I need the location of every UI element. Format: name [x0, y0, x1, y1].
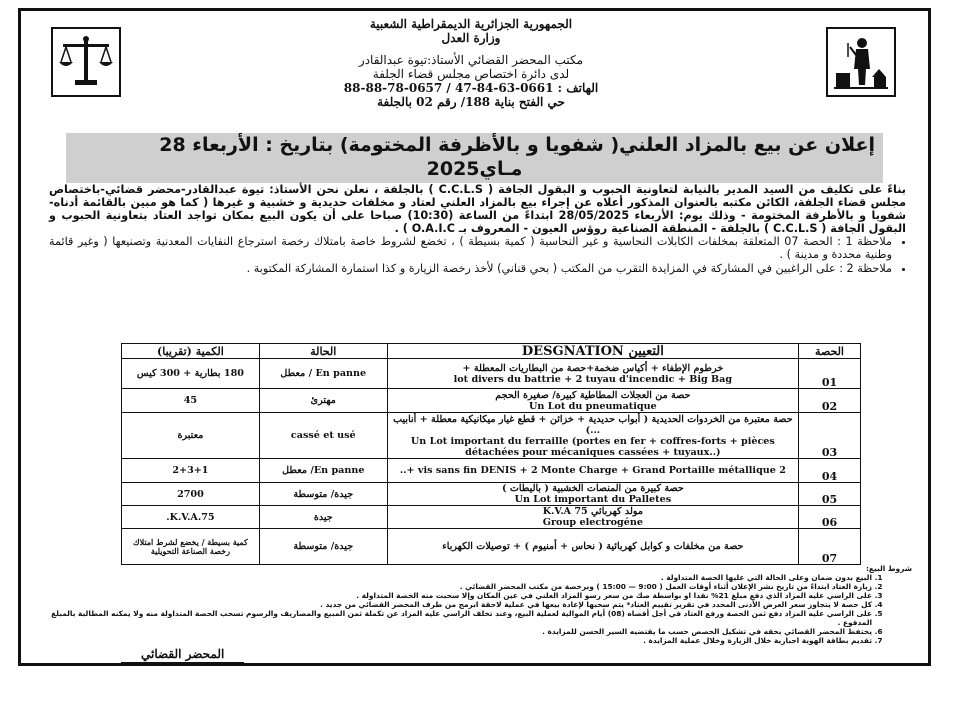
designation-fr: Un Lot important du Palletes: [514, 494, 672, 505]
jurisdiction: لدى دائرة اختصاص مجلس قضاء الجلفة: [372, 67, 570, 81]
conditions-heading: شروط البيع:: [865, 564, 912, 573]
lot-designation: [387, 459, 798, 483]
table-row: [122, 413, 861, 459]
lot-number: 04: [799, 459, 861, 483]
notes-list: [49, 235, 906, 274]
lot-designation: [387, 389, 798, 413]
lot-state: جيدة: [259, 506, 387, 529]
lot-designation: [387, 483, 798, 506]
designation-ar: حصة من العجلات المطاطية كبيرة/ صغيرة الحجم: [495, 389, 691, 401]
designation-fr: Un Lot important du ferraille (portes en fer + coffres-forts + pièces détachées pour mécaniques cassées + tuyaux..): [410, 435, 775, 458]
header-quantity: الكمية (تقريبا): [122, 344, 260, 359]
lot-state: En panne/ معطل: [259, 459, 387, 483]
lot-quantity: 2700: [122, 483, 260, 506]
bailiff-signature: المحضر القضائي: [121, 647, 244, 663]
lot-designation: [387, 413, 798, 459]
lot-state: cassé et usé: [259, 413, 387, 459]
lot-number: 05: [799, 483, 861, 506]
title-line-2: مـاي2025: [426, 158, 523, 180]
lot-quantity: 2+3+1: [122, 459, 260, 483]
justice-scales-logo: [51, 27, 121, 97]
lot-state: مهترئ: [259, 389, 387, 413]
header-designation: التعيين DESGNATION: [387, 344, 798, 359]
announcement-frame: [18, 8, 931, 666]
title-line-1: إعلان عن بيع بالمزاد العلني( شفويا و بالأظرفة المختومة) بتاريخ : الأربعاء 28: [159, 134, 875, 156]
intro-paragraph: بناءً على تكليف من السيد المدير بالنيابة لتعاونية الحبوب و البقول الجافة ( C.C.L.S ) بالجلفة ، نعلن نحن الأستاذ: تيوة عبدالقادر-محضر قضائي-باختصاص مجلس قضاء الجلفة، الكائن مكتبه بالعنوان المذكور أعلاه عن إجراء بيع بالمزاد العلني لعتاد و مخلفات حديدية و خشبية و غيرها ( كما هو مبين بالقائمة أدناه- شفويا و بالأظرفة المختومة - وذلك يوم: الأربعاء 28/05/2025 ابتداءً من الساعة (10:30) صباحا على أن يكون البيع بمكان تواجد العتاد بتعاونية الحبوب و البقول الجافة ( C.C.L.S ) بالجلفة - المنطقة الصناعية روؤس العيون - المعروف بـ O.A.I.C ) .: [49, 183, 906, 236]
condition-item: 3. على الراسي عليه المزاد الذي دفع مبلغ 21% نقدا او بواسطة صك من سعر رسو المزاد العلني في عين المكان وإلا سحبت منه الحصة المتداولة .: [51, 591, 872, 600]
table-row: [122, 529, 861, 565]
designation-ar: حصة من مخلفات و كوابل كهربائية ( نحاس + أمنيوم ) + توصيلات الكهرباء: [442, 541, 744, 552]
lot-state: En panne / معطل: [259, 359, 387, 389]
lot-number: 02: [799, 389, 861, 413]
header-state: الحالة: [259, 344, 387, 359]
lot-quantity: معتبرة: [122, 413, 260, 459]
condition-item: 1. البيع بدون ضمان وعلى الحالة التي عليها الحصة المتداولة .: [51, 573, 872, 582]
designation-ar: حصة كبيرة من المنصات الخشبية ( باليطات ): [501, 483, 684, 494]
lot-quantity: 45: [122, 389, 260, 413]
lot-number: 01: [799, 359, 861, 389]
sale-conditions: [51, 564, 912, 645]
scales-icon: [57, 34, 115, 90]
condition-item: 6. يحتفظ المحضر القضائي بحقه في تشكيل الحصص حسب ما يقتضيه السير الحسن للمزايدة .: [51, 627, 872, 636]
designation-ar: مولد كهربائي 75 K.V.A: [542, 506, 643, 517]
announcement-body: [49, 183, 906, 275]
designation-ar: حصة معتبرة من الخردوات الحديدية ( أبواب حديدية + خزائن + قطع غيار ميكانيكية معطلة + أنابيب ...): [393, 413, 793, 436]
note-1: • ملاحظة 1 : الحصة 07 المتعلقة بمخلفات الكابلات النحاسية و غير النحاسية ( كمية بسيطة ) ، تخضع لشروط خاصة بامتلاك رخصة استرجاع النفايات المعدنية وتصنيعها ( وغير قائمة وطنية محددة و مدينة ) .: [49, 235, 892, 261]
table-row: [122, 506, 861, 529]
bailiff-figure-icon: [832, 33, 890, 91]
table-row: [122, 483, 861, 506]
condition-item: 4. كل حصة لا يتجاوز سعر العرض الأدنى المحدد في تقرير تقييم العتاد* يتم سحبها لإعادة بيعها في عملية لاحقة ابرمج من طرف المحضر القضائي من جديد .: [51, 600, 872, 609]
designation-fr: lot divers du battrie + 2 tuyau d'incendic + Big Bag: [453, 373, 733, 385]
lot-number: 07: [799, 529, 861, 565]
lot-quantity: 75.K.V.A.: [122, 506, 260, 529]
lot-number: 03: [799, 413, 861, 459]
lots-table: [121, 343, 861, 565]
phone-numbers: الهاتف : 0661-63-84-47 / 0657-78-88-88: [343, 81, 599, 95]
designation-fr: 2 vis sans fin DENIS + 2 Monte Charge + Grand Portaille métallique +..: [399, 465, 786, 476]
table-row: [122, 359, 861, 389]
table-row: [122, 389, 861, 413]
condition-item: 5. على الراسي عليه المزاد دفع ثمن الحصة ورفع العتاد في أجل أقصاه (08) أيام الموالية لعملية البيع، وعند تخلف الراسي عليه المزاد عن تكملة ثمن المبيع والمصاريف والرسوم تسحب الحصة المتداولة منه ولا يمكنه المطالبة بالمبلغ المدفوع .: [51, 609, 872, 627]
condition-item: 7. تقديم بطاقة الهوية اجبارية خلال الزيارة وخلال عملية المزايدة .: [51, 636, 872, 645]
lot-designation: [387, 506, 798, 529]
lot-designation: [387, 359, 798, 389]
bailiff-emblem-logo: [826, 27, 896, 97]
republic-name: الجمهورية الجزائرية الديمقراطية الشعبية: [369, 17, 573, 31]
lot-number: 06: [799, 506, 861, 529]
office-header: [211, 17, 731, 109]
office-name: مكتب المحضر القضائي الأستاذ:تيوة عبدالقادر: [358, 53, 584, 67]
table-row: [122, 459, 861, 483]
note-2: • ملاحظة 2 : على الراغبين في المشاركة في المزايدة التقرب من المكتب ( بحي قناني) لأخذ رخصة الزيارة و كذا استمارة المشاركة المكتوبة .: [49, 262, 892, 275]
lot-quantity: كمية بسيطة / يخضع لشرط امتلاك رخصة الصناعة التحويلية: [122, 529, 260, 565]
lot-state: جيدة/ متوسطة: [259, 529, 387, 565]
lot-quantity: 180 بطارية + 300 كيس: [122, 359, 260, 389]
lot-designation: [387, 529, 798, 565]
office-address: حي الفتح بناية 188/ رقم 02 بالجلفة: [377, 95, 565, 109]
designation-fr: Group electrogéne: [542, 517, 643, 528]
auction-title: [66, 133, 883, 181]
ministry-name: وزارة العدل: [441, 31, 501, 45]
designation-ar: خرطوم الإطفاء + أكياس ضخمة+حصة من البطاريات المعطلة +: [462, 362, 724, 374]
condition-item: 2. زيارة العتاد ابتداءً من تاريخ نشر الإعلان أثناء أوقات العمل ( 9:00 — 15:00 ) وبرخصة من مكتب المحضر القضائي .: [51, 582, 872, 591]
conditions-list: [51, 573, 912, 645]
designation-fr: Un Lot du pneumatique: [529, 400, 657, 412]
lot-state: جيدة/ متوسطة: [259, 483, 387, 506]
header-lot: الحصة: [799, 344, 861, 359]
table-header-row: [122, 344, 861, 359]
